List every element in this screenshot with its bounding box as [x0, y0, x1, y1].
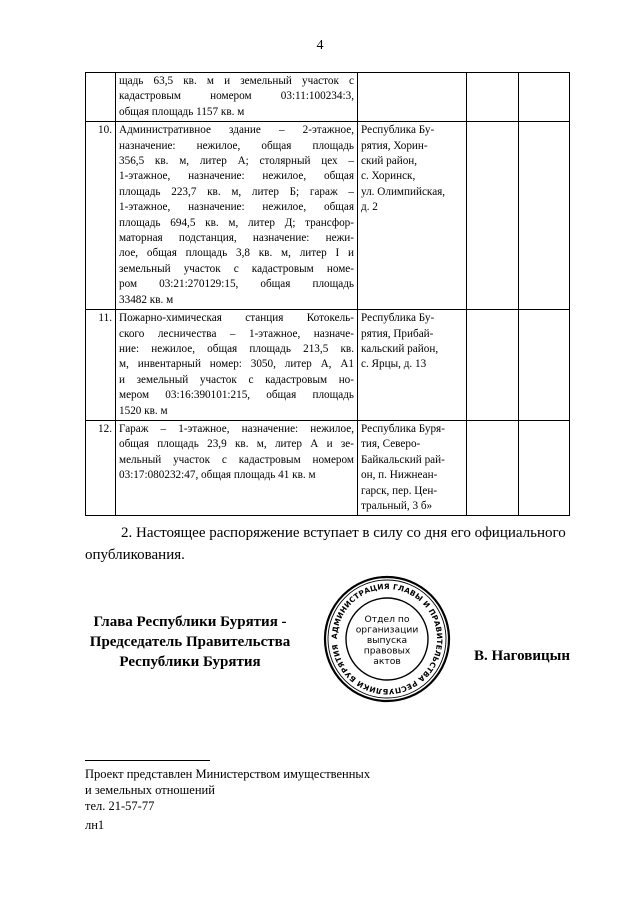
- document-code: лн1: [85, 818, 105, 832]
- address-line: Республика Буря-: [361, 422, 445, 435]
- address-line: Байкальский рай-: [361, 453, 445, 466]
- description-line: общая площадь 23,9 кв. м, литер А и зе-: [119, 438, 354, 451]
- address-line: ул. Олимпийская,: [361, 185, 446, 198]
- signatory-title-line: Республики Бурятия: [119, 654, 261, 670]
- signatory-title: [85, 612, 295, 672]
- description-line: лое, общая площадь 3,8 кв. м, литер I и: [119, 247, 354, 260]
- property-table: [85, 72, 570, 516]
- effective-date-paragraph: [85, 522, 570, 566]
- property-address-cell: [358, 420, 467, 515]
- description-line: назначение: нежилое, общая площадь: [119, 139, 354, 152]
- address-line: с. Ярцы, д. 13: [361, 358, 427, 371]
- property-description-cell: [116, 122, 358, 310]
- footer-line: Проект представлен Министерством имущественных: [85, 767, 371, 781]
- stamp-center-line: Отдел по: [364, 614, 410, 625]
- address-line: тия, Северо-: [361, 438, 421, 451]
- row-number-cell: 10.: [86, 122, 116, 310]
- address-line: Республика Бу-: [361, 312, 435, 325]
- paragraph-line: 2. Настоящее распоряжение вступает в силу со дня его официального: [121, 525, 566, 541]
- description-line: и земельный участок с кадастровым но-: [119, 373, 354, 386]
- stamp-center-line: организации: [355, 624, 419, 636]
- footer-note: [85, 766, 370, 814]
- paragraph-line: опубликования.: [85, 547, 185, 563]
- table-row: [86, 122, 570, 310]
- row-number-cell: [86, 73, 116, 122]
- description-line: 33482 кв. м: [119, 293, 174, 306]
- property-address-cell: [358, 73, 467, 122]
- address-line: тральный, 3 б»: [361, 499, 433, 512]
- signatory-title-line: Глава Республики Бурятия -: [93, 614, 287, 630]
- page-number: 4: [316, 38, 324, 53]
- description-line: земельный участок с кадастровым номе-: [119, 262, 354, 275]
- address-line: он, п. Нижнеан-: [361, 469, 438, 482]
- description-line: мером 03:16:390101:215, общая площадь: [119, 389, 354, 402]
- description-line: общая площадь 1157 кв. м: [119, 105, 245, 118]
- description-line: Административное здание – 2-этажное,: [119, 124, 354, 137]
- empty-cell: [519, 420, 570, 515]
- description-line: 356,5 кв. м, литер А; столярный цех –: [119, 155, 354, 168]
- table-row: [86, 73, 570, 122]
- official-stamp: [322, 574, 452, 704]
- description-line: ского лесничества – 1-этажное, назначе-: [119, 327, 354, 340]
- empty-cell: [467, 310, 519, 421]
- empty-cell: [467, 122, 519, 310]
- description-line: площадь 694,5 кв. м, литер Д; трансфор-: [119, 216, 354, 229]
- description-line: щадь 63,5 кв. м и земельный участок с: [119, 75, 354, 87]
- empty-cell: [467, 73, 519, 122]
- address-line: ский район,: [361, 155, 418, 168]
- property-description-cell: [116, 310, 358, 421]
- description-line: 1-этажное, назначение: нежилое, общая: [119, 170, 354, 183]
- description-line: 03:17:080232:47, общая площадь 41 кв. м: [119, 469, 316, 482]
- property-address-cell: [358, 310, 467, 421]
- table-row: [86, 420, 570, 515]
- description-line: ром 03:21:270129:15, общая площадь: [119, 278, 354, 291]
- stamp-center-line: правовых: [363, 645, 411, 657]
- description-line: кадастровым номером 03:11:100234:3,: [119, 90, 354, 103]
- address-line: рятия, Хорин-: [361, 139, 428, 152]
- footer-line: тел. 21-57-77: [85, 799, 155, 813]
- description-line: ние: нежилое, общая площадь 213,5 кв.: [119, 342, 354, 355]
- row-number-cell: 12.: [86, 420, 116, 515]
- address-line: гарск, пер. Цен-: [361, 484, 438, 497]
- address-line: с. Хоринск,: [361, 170, 416, 183]
- property-address-cell: [358, 122, 467, 310]
- signatory-title-line: Председатель Правительства: [89, 634, 291, 650]
- address-line: д. 2: [361, 201, 378, 214]
- stamp-center-line: актов: [373, 656, 401, 667]
- description-line: маторная подстанция, назначение: нежи-: [119, 232, 354, 245]
- footer-line: и земельных отношений: [85, 783, 215, 797]
- stamp-ring-text: АДМИНИСТРАЦИЯ ГЛАВЫ И ПРАВИТЕЛЬСТВА РЕСПУБЛИКИ БУРЯТИЯ: [329, 581, 445, 697]
- empty-cell: [519, 122, 570, 310]
- description-line: площадь 223,7 кв. м, литер Б; гараж –: [119, 185, 354, 198]
- description-line: Пожарно-химическая станция Котокель-: [119, 312, 354, 325]
- row-number-cell: 11.: [86, 310, 116, 421]
- empty-cell: [519, 73, 570, 122]
- description-line: Гараж – 1-этажное, назначение: нежилое,: [119, 422, 354, 435]
- property-description-cell: [116, 420, 358, 515]
- empty-cell: [467, 420, 519, 515]
- address-line: Республика Бу-: [361, 124, 435, 137]
- footer-divider: [85, 760, 210, 761]
- description-line: м, инвентарный номер: 3050, литер А, А1: [119, 358, 354, 371]
- description-line: 1-этажное, назначение: нежилое, общая: [119, 201, 354, 214]
- property-description-cell: [116, 73, 358, 122]
- empty-cell: [519, 310, 570, 421]
- table-row: [86, 310, 570, 421]
- signatory-name: В. Наговицын: [474, 648, 570, 664]
- stamp-center-line: выпуска: [366, 635, 408, 646]
- description-line: 1520 кв. м: [119, 404, 168, 417]
- address-line: рятия, Прибай-: [361, 327, 434, 340]
- description-line: мельный участок с кадастровым номером: [119, 453, 354, 466]
- address-line: кальский район,: [361, 342, 439, 355]
